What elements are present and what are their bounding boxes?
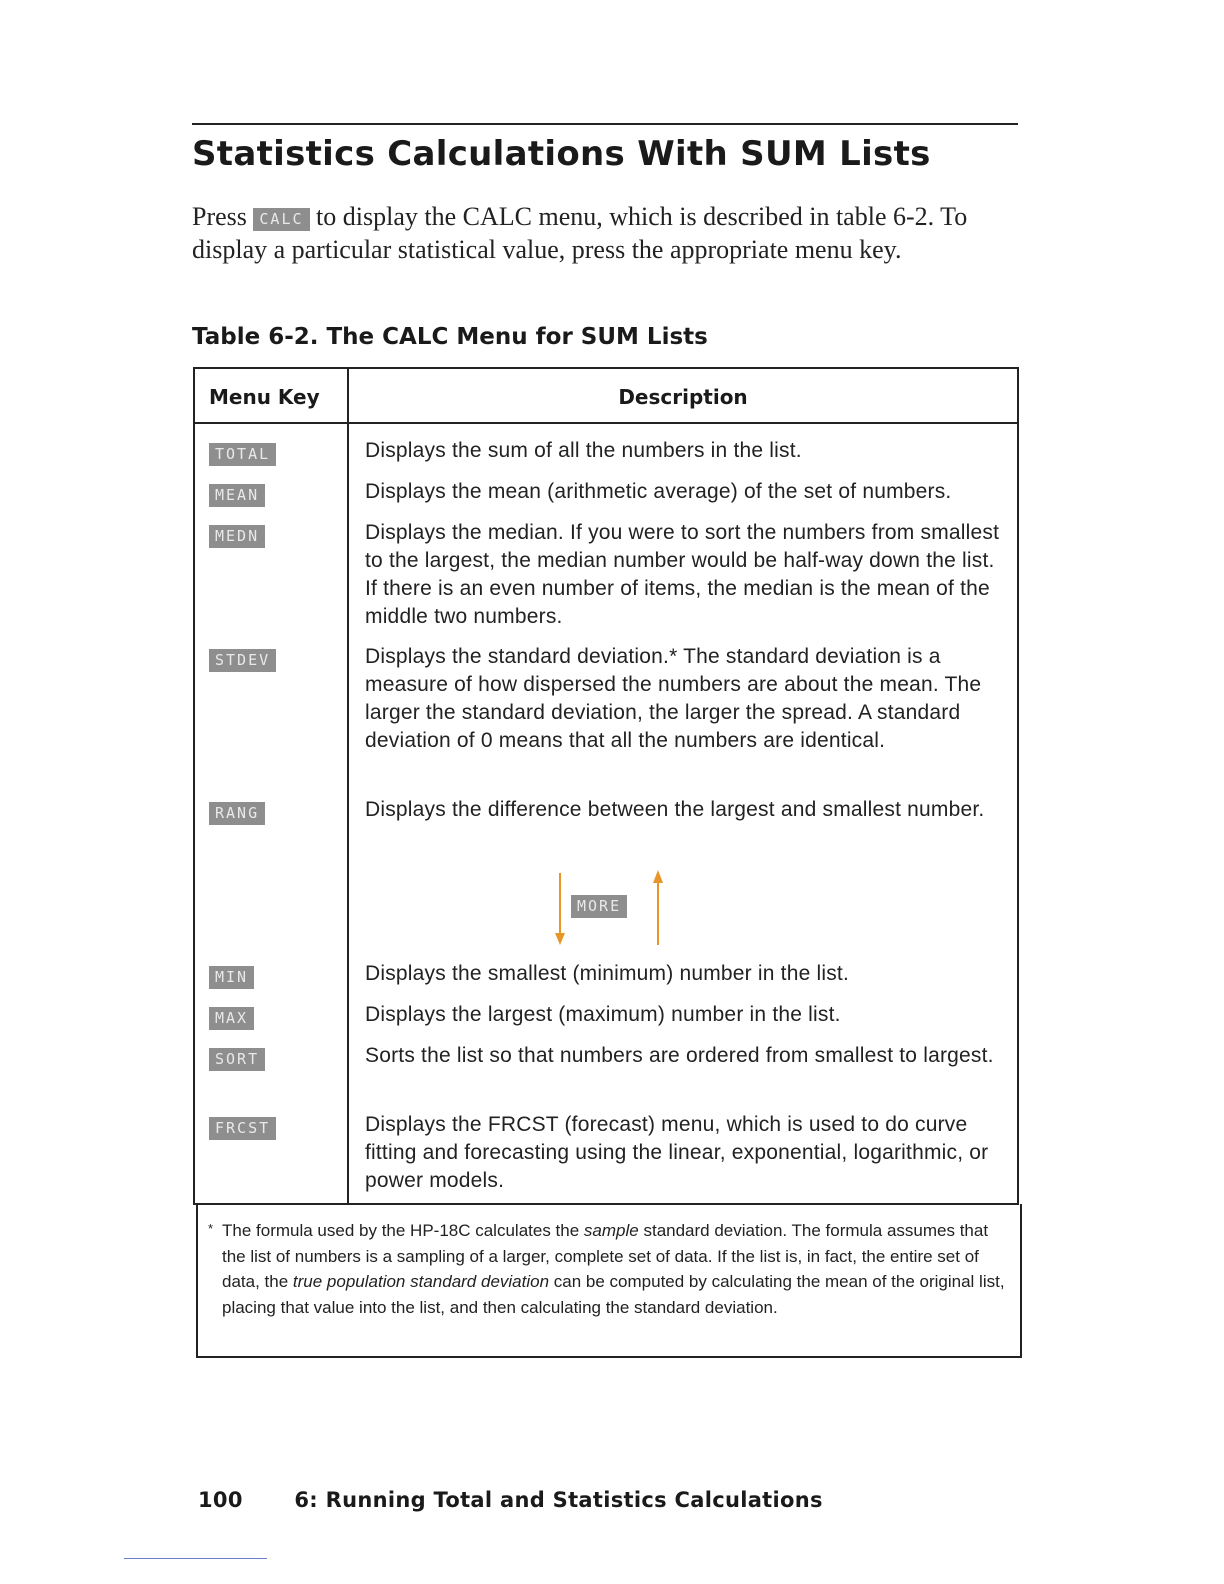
description-max: Displays the largest (maximum) number in the list. — [365, 1003, 841, 1026]
intro-text-before: Press — [192, 202, 247, 231]
menu-key-max: MAX — [209, 1007, 254, 1030]
footnote-text-1: The formula used by the HP-18C calculates the — [222, 1221, 580, 1240]
description-medn: Displays the median. If you were to sort the numbers from smallest to the largest, the median number would be half-way down the list. If there is an even number of items, the median is the mean of the middle two numbers. — [365, 521, 1000, 628]
description-stdev: Displays the standard deviation.* The standard deviation is a measure of how dispersed the numbers are about the mean. The larger the standard deviation, the larger the spread. A standard deviation of 0 means that all the numbers are identical. — [365, 645, 982, 752]
description-rang: Displays the difference between the largest and smallest number. — [365, 798, 985, 821]
menu-key-min: MIN — [209, 966, 254, 989]
intro-text-after: to display the CALC menu, which is described in table 6-2. To display a particular statistical value, press the appropriate menu key. — [192, 202, 968, 264]
bottom-edge-line — [124, 1558, 267, 1559]
menu-key-more: MORE — [571, 895, 627, 918]
header-description: Description — [618, 385, 748, 409]
footnote — [210, 1218, 1010, 1320]
menu-key-frcst: FRCST — [209, 1117, 276, 1140]
top-rule — [192, 123, 1018, 125]
more-key-group — [555, 867, 675, 949]
menu-key-stdev: STDEV — [209, 649, 276, 672]
description-frcst: Displays the FRCST (forecast) menu, which is used to do curve fitting and forecasting using the linear, exponential, logarithmic, or power models. — [365, 1113, 989, 1192]
table-header-divider — [195, 422, 1017, 424]
calc-menu-table — [193, 367, 1019, 1205]
calc-key: CALC — [253, 208, 309, 231]
footnote-body — [210, 1218, 1010, 1320]
menu-key-total: TOTAL — [209, 443, 276, 466]
menu-key-sort: SORT — [209, 1048, 265, 1071]
chapter-title: 6: Running Total and Statistics Calculations — [294, 1488, 823, 1512]
description-sort: Sorts the list so that numbers are ordered from smallest to largest. — [365, 1044, 994, 1067]
menu-key-rang: RANG — [209, 802, 265, 825]
footnote-marker: * — [208, 1221, 214, 1236]
menu-key-mean: MEAN — [209, 484, 265, 507]
description-mean: Displays the mean (arithmetic average) of the set of numbers. — [365, 480, 952, 503]
footnote-emphasis-sample: sample — [583, 1221, 639, 1240]
table-column-divider — [347, 369, 349, 1203]
table-caption: Table 6-2. The CALC Menu for SUM Lists — [192, 324, 708, 350]
menu-key-medn: MEDN — [209, 525, 265, 548]
footnote-text-2: standard deviation. The formula assumes that the list of numbers is a sampling of a larger, complete set of data. If the list is, in fact, the entire set of data, the — [222, 1221, 989, 1291]
footnote-emphasis-population: true population standard deviation — [292, 1272, 550, 1291]
description-total: Displays the sum of all the numbers in the list. — [365, 439, 802, 462]
header-menu-key: Menu Key — [209, 385, 320, 409]
footnote-text-3: can be computed by calculating the mean of the original list, placing that value into the list, and then calculating the standard deviation. — [222, 1272, 1005, 1317]
page-footer — [198, 1488, 823, 1512]
footnote-box — [196, 1204, 1022, 1358]
intro-paragraph — [192, 200, 1022, 266]
page-title: Statistics Calculations With SUM Lists — [192, 134, 931, 174]
description-min: Displays the smallest (minimum) number in the list. — [365, 962, 850, 985]
page-number: 100 — [198, 1488, 243, 1512]
